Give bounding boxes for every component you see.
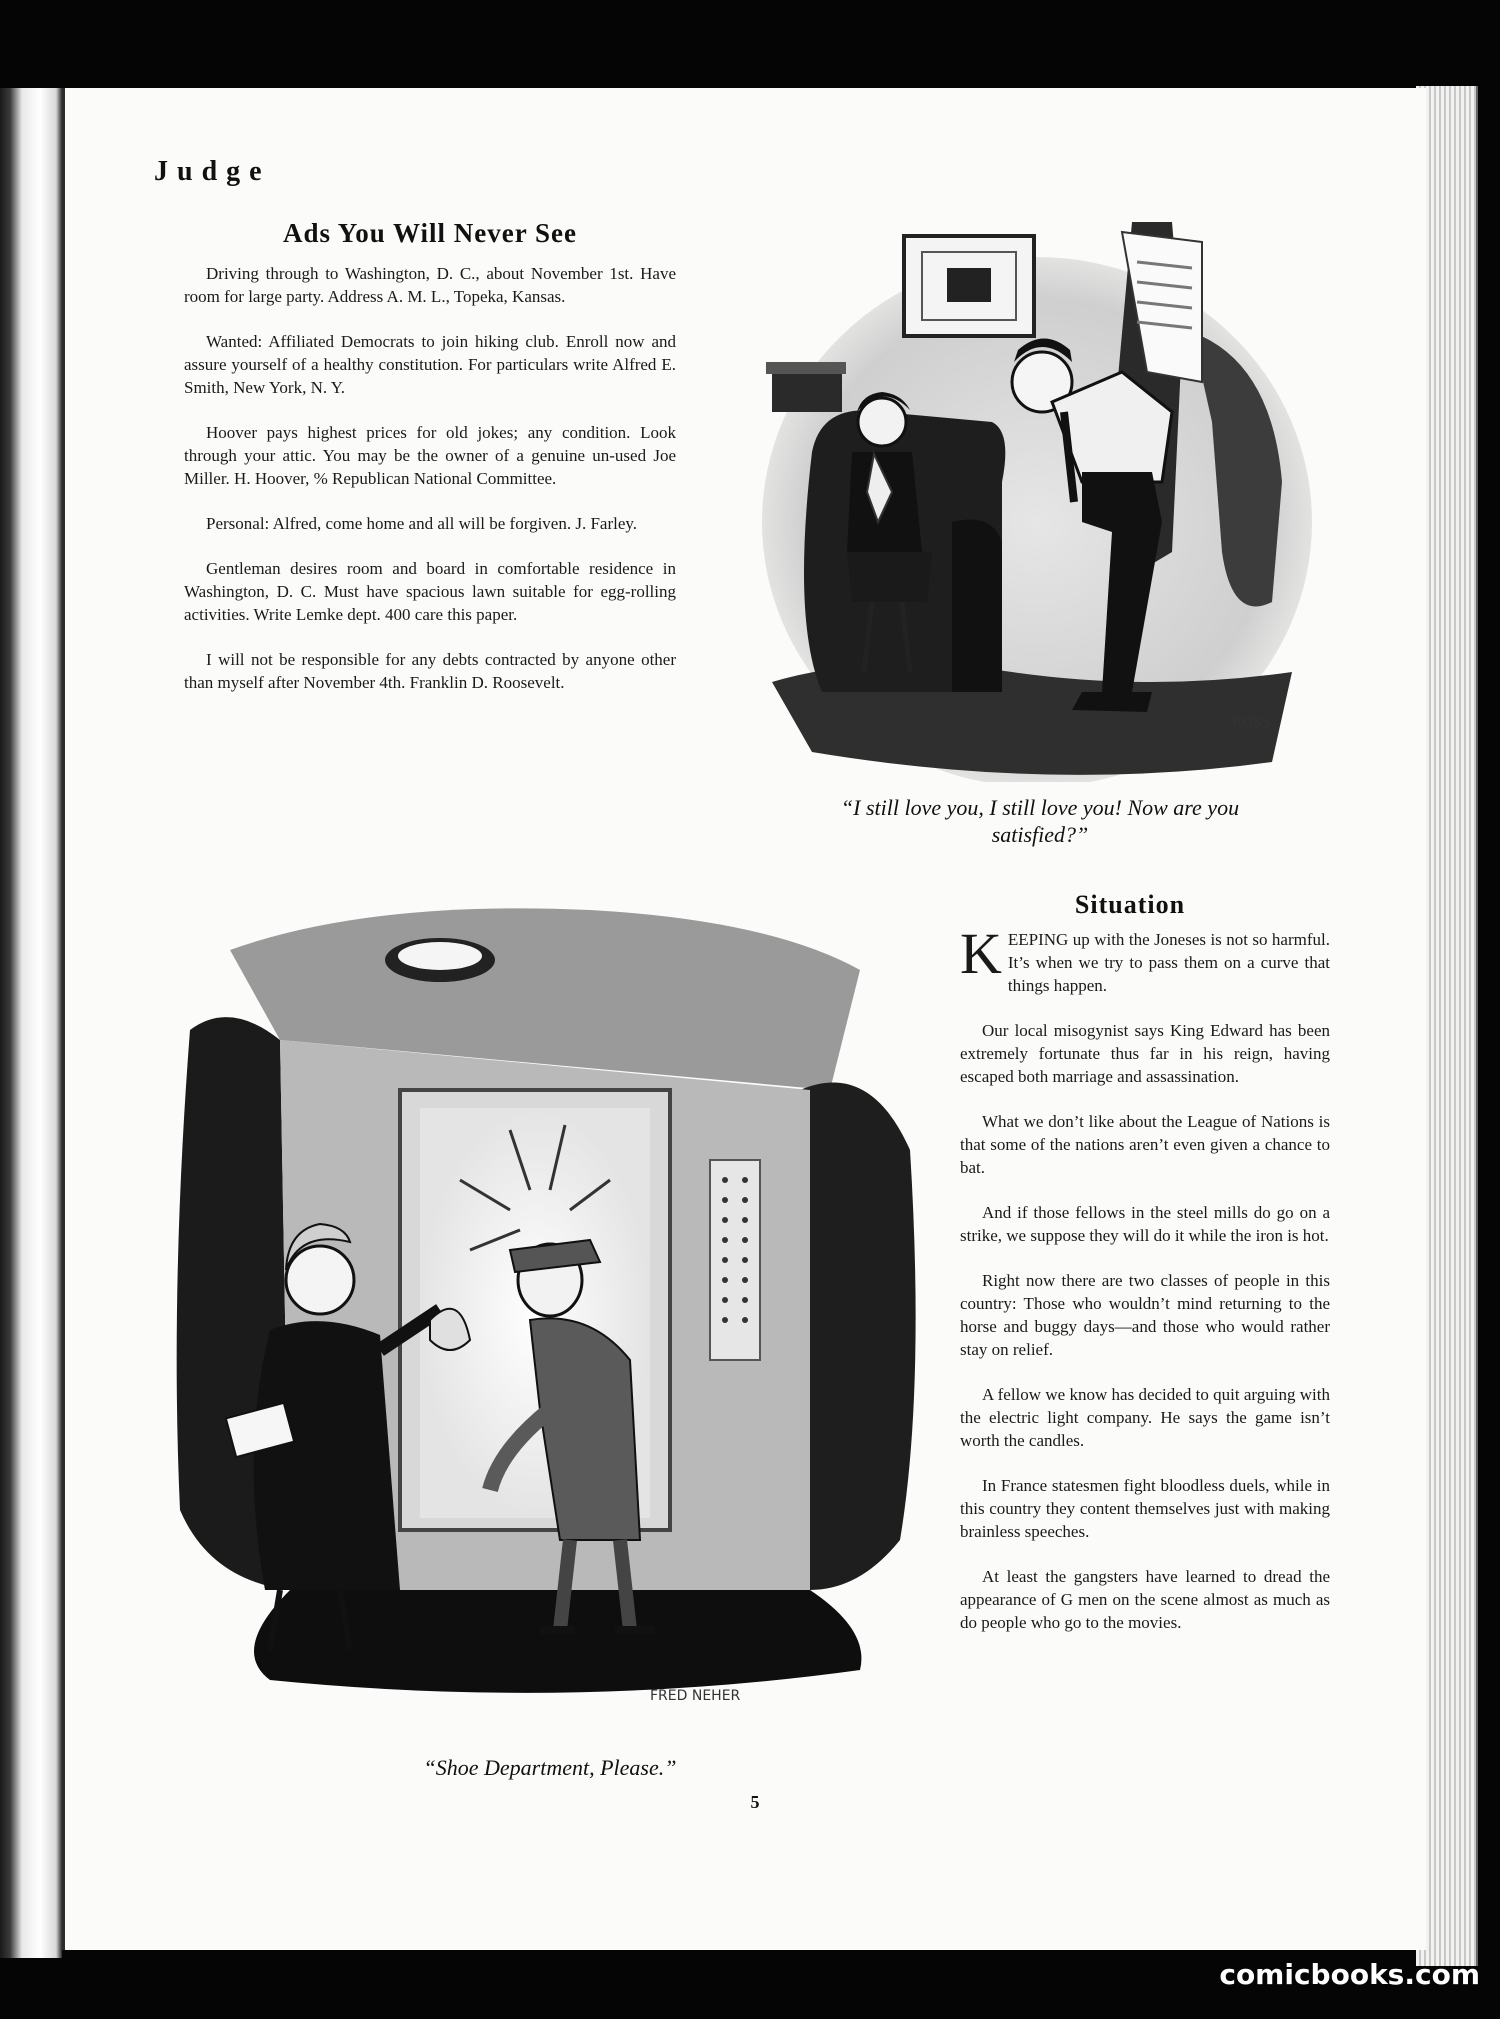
- situation-paragraph: And if those fellows in the steel mills do go on a strike, we suppose they will do it while the iron is hot.: [960, 1203, 1330, 1245]
- cartoon-signature: ROSS: [1232, 715, 1271, 731]
- situation-paragraph: Our local misogynist says King Edward has been extremely fortunate thus far in his reign, having escaped both marriage and assassination.: [960, 1021, 1330, 1086]
- cartoon-signature: FRED NEHER: [650, 1688, 741, 1704]
- situation-paragraph: A fellow we know has decided to quit arguing with the electric light company. He says the game isn’t worth the candles.: [960, 1385, 1330, 1450]
- page-number: 5: [750, 1792, 760, 1812]
- situation-paragraph: What we don’t like about the League of Nations is that some of the nations aren’t even given a chance to bat.: [960, 1112, 1330, 1177]
- situation-column-body: [960, 921, 1330, 1656]
- ad-paragraph: I will not be responsible for any debts contracted by anyone other than myself after November 4th. Franklin D. Roosevelt.: [184, 650, 676, 692]
- cartoon-couple-illustration: [752, 222, 1322, 782]
- ad-paragraph: Driving through to Washington, D. C., about November 1st. Have room for large party. Address A. M. L., Topeka, Kansas.: [184, 264, 676, 306]
- situation-paragraph: At least the gangsters have learned to dread the appearance of G men on the scene almost as much as do people who go to the movies.: [960, 1567, 1330, 1632]
- ad-paragraph: Hoover pays highest prices for old jokes; any condition. Look through your attic. You may be the owner of a genuine un-used Joe Miller. H. Hoover, % Republican National Committee.: [184, 423, 676, 488]
- first-paragraph-text: EEPING up with the Joneses is not so harmful. It’s when we try to pass them on a curve that things happen.: [1007, 930, 1330, 995]
- ads-column-body: [184, 262, 676, 716]
- magazine-name: Judge: [154, 156, 271, 187]
- cartoon-elevator-illustration: [170, 890, 930, 1730]
- facing-page-edge: [0, 88, 62, 1958]
- drop-cap: K: [960, 921, 1002, 986]
- binding-gutter: [62, 88, 65, 1950]
- situation-paragraph: Right now there are two classes of people in this country: Those who wouldn’t mind returning to the horse and buggy days—and those who would rather stay on relief.: [960, 1271, 1330, 1359]
- situation-paragraph: In France statesmen fight bloodless duels, while in this country they content themselves just with making brainless speeches.: [960, 1476, 1330, 1541]
- ads-column-title: Ads You Will Never See: [282, 218, 578, 248]
- ad-paragraph: Personal: Alfred, come home and all will be forgiven. J. Farley.: [206, 514, 638, 533]
- situation-paragraph-first: [960, 921, 1330, 997]
- cartoon-caption-top: “I still love you, I still love you! Now are you satisfied?”: [840, 795, 1240, 847]
- situation-column-title: Situation: [1074, 890, 1186, 919]
- cartoon-caption-bottom: “Shoe Department, Please.”: [423, 1755, 677, 1780]
- watermark: comicbooks.com: [1219, 1958, 1480, 1991]
- ad-paragraph: Gentleman desires room and board in comfortable residence in Washington, D. C. Must have spacious lawn suitable for egg-rolling activities. Write Lemke dept. 400 care this paper.: [184, 559, 676, 624]
- ad-paragraph: Wanted: Affiliated Democrats to join hiking club. Enroll now and assure yourself of a healthy constitution. For particulars write Alfred E. Smith, New York, N. Y.: [184, 332, 676, 397]
